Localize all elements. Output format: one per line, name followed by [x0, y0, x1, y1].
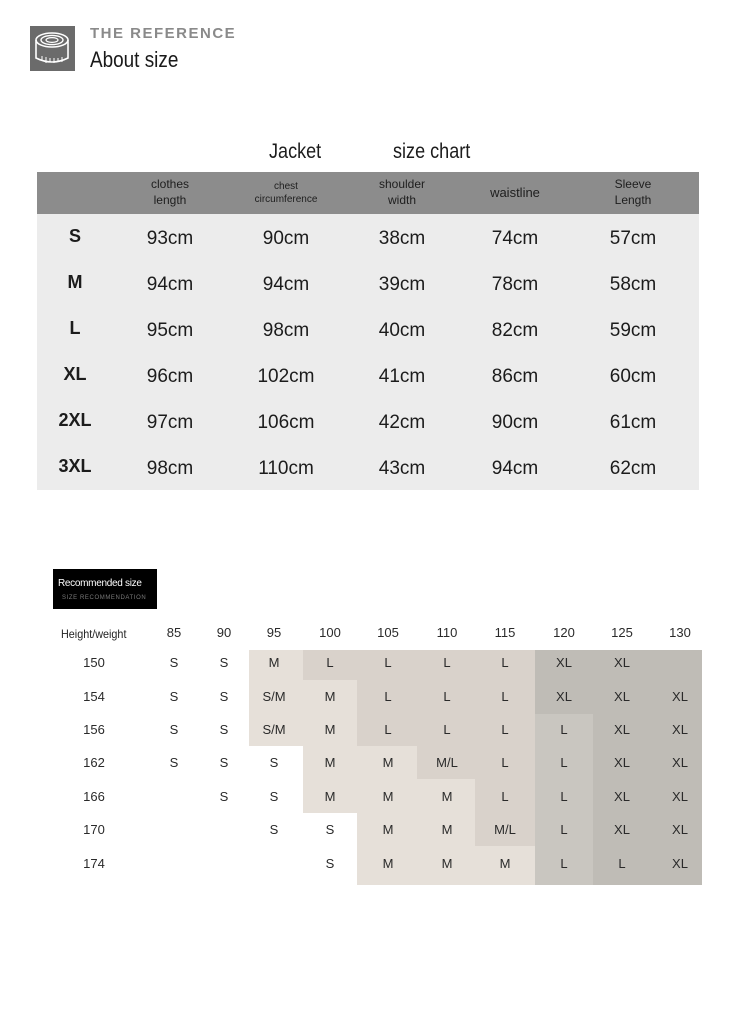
weight-header: 95: [266, 625, 282, 640]
size-cell: M: [324, 789, 336, 804]
column-header: [342, 172, 462, 214]
size-label: XL: [63, 364, 87, 384]
tape-measure-icon: [30, 26, 75, 71]
size-cell: M/L: [436, 755, 458, 770]
column-header: [110, 172, 230, 214]
height-label: 162: [83, 755, 105, 770]
page-title: About size: [90, 47, 179, 72]
table-cell: 90cm: [262, 228, 310, 249]
size-cell: L: [501, 689, 509, 704]
size-label: 3XL: [58, 456, 92, 476]
size-cell: XL: [672, 689, 688, 704]
size-cell: S: [169, 722, 179, 737]
table-cell: 106cm: [257, 412, 315, 433]
weight-header: 105: [377, 625, 399, 640]
height-label: 154: [83, 689, 105, 704]
table-cell: 94cm: [262, 274, 310, 295]
recommended-size-badge: [53, 569, 157, 609]
size-cell: L: [501, 755, 509, 770]
size-cell: S: [325, 856, 335, 871]
weight-header: 100: [319, 625, 341, 640]
table-cell: 110cm: [258, 458, 314, 479]
weight-header: 85: [166, 625, 182, 640]
height-label: 150: [83, 655, 105, 670]
size-cell: L: [384, 655, 392, 670]
weight-header: 130: [669, 625, 691, 640]
table-cell: 93cm: [146, 228, 194, 249]
size-label: M: [67, 272, 83, 292]
size-cell: S: [169, 689, 179, 704]
size-label: L: [69, 318, 81, 338]
chart-title-size-chart: size chart: [393, 140, 471, 163]
size-cell: S: [269, 789, 279, 804]
table-cell: 57cm: [609, 228, 657, 249]
size-label: 2XL: [58, 410, 92, 430]
weight-header: 110: [436, 625, 458, 640]
size-cell: M: [441, 789, 453, 804]
size-cell: M: [499, 856, 511, 871]
size-label: S: [68, 226, 81, 246]
table-cell: 59cm: [609, 320, 657, 341]
size-cell: M: [382, 822, 394, 837]
size-cell: S: [269, 755, 279, 770]
weight-header: 90: [216, 625, 232, 640]
badge-subtitle: SIZE RECOMMENDATION: [62, 595, 147, 601]
table-cell: 43cm: [378, 458, 426, 479]
column-header-line: Sleeve: [614, 177, 652, 192]
size-cell: M: [441, 856, 453, 871]
size-cell: M: [382, 856, 394, 871]
column-header-line: clothes: [150, 177, 190, 192]
height-label: 166: [83, 789, 105, 804]
table-cell: 86cm: [491, 366, 539, 387]
size-cell: XL: [556, 655, 572, 670]
badge-title: Recommended size: [58, 578, 142, 589]
table-cell: 102cm: [257, 366, 315, 387]
table-cell: 39cm: [378, 274, 426, 295]
column-header-line: shoulder: [378, 177, 426, 192]
size-cell: XL: [672, 755, 688, 770]
size-cell: L: [384, 689, 392, 704]
table-cell: 40cm: [378, 320, 426, 341]
size-cell: XL: [614, 755, 630, 770]
size-cell: XL: [672, 856, 688, 871]
size-cell: XL: [672, 822, 688, 837]
column-header: [455, 172, 575, 214]
size-cell: L: [326, 655, 334, 670]
size-cell: L: [560, 822, 568, 837]
size-cell: S/M: [262, 722, 286, 737]
size-table-header: [37, 172, 699, 214]
height-weight-label: Height/weight: [61, 627, 127, 641]
size-cell: L: [384, 722, 392, 737]
column-header-line: circumference: [254, 194, 318, 205]
table-cell: 94cm: [491, 458, 539, 479]
size-cell: L: [501, 722, 509, 737]
table-cell: 97cm: [146, 412, 194, 433]
table-cell: 58cm: [609, 274, 657, 295]
size-cell: M: [324, 689, 336, 704]
size-cell: L: [560, 755, 568, 770]
table-cell: 94cm: [146, 274, 194, 295]
chart-title-jacket: Jacket: [269, 140, 322, 163]
brand-label: THE REFERENCE: [90, 25, 237, 42]
size-cell: L: [560, 856, 568, 871]
size-cell: XL: [614, 722, 630, 737]
column-header-line: width: [387, 193, 416, 207]
size-cell: S: [269, 822, 279, 837]
size-cell: L: [618, 856, 626, 871]
table-cell: 38cm: [378, 228, 426, 249]
size-cell: L: [443, 655, 451, 670]
size-cell: XL: [614, 822, 630, 837]
size-cell: S: [219, 655, 229, 670]
column-header-line: length: [153, 193, 187, 207]
weight-header: 125: [611, 625, 633, 640]
size-cell: M: [441, 822, 453, 837]
size-cell: XL: [614, 689, 630, 704]
column-header: [226, 172, 346, 214]
size-table: [37, 172, 699, 490]
table-cell: 74cm: [491, 228, 539, 249]
size-cell: XL: [672, 722, 688, 737]
size-cell: M: [324, 755, 336, 770]
size-cell: L: [501, 789, 509, 804]
table-cell: 98cm: [146, 458, 194, 479]
size-cell: XL: [614, 655, 630, 670]
table-cell: 98cm: [262, 320, 310, 341]
size-cell: XL: [556, 689, 572, 704]
size-cell: L: [560, 789, 568, 804]
column-header-line: Length: [614, 193, 652, 207]
size-cell: S: [169, 755, 179, 770]
size-cell: L: [443, 722, 451, 737]
column-header-line: chest: [274, 181, 298, 192]
height-label: 156: [83, 722, 105, 737]
table-cell: 62cm: [609, 458, 657, 479]
size-cell: L: [560, 722, 568, 737]
table-cell: 82cm: [491, 320, 539, 341]
size-cell: M: [382, 789, 394, 804]
table-cell: 90cm: [491, 412, 539, 433]
size-cell: S: [219, 689, 229, 704]
weight-header: 120: [553, 625, 575, 640]
size-cell: XL: [672, 789, 688, 804]
weight-header: 115: [494, 625, 516, 640]
size-cell: S: [325, 822, 335, 837]
column-header-line: waistline: [490, 184, 540, 200]
table-cell: 78cm: [491, 274, 539, 295]
size-cell: M/L: [494, 822, 516, 837]
size-cell: S: [219, 789, 229, 804]
size-cell: M: [324, 722, 336, 737]
size-cell: S: [169, 655, 179, 670]
size-cell: L: [443, 689, 451, 704]
table-cell: 61cm: [609, 412, 657, 433]
table-cell: 42cm: [378, 412, 426, 433]
table-cell: 96cm: [146, 366, 194, 387]
table-cell: 41cm: [378, 366, 426, 387]
size-cell: M: [268, 655, 280, 670]
table-cell: 60cm: [609, 366, 657, 387]
size-cell: S/M: [262, 689, 286, 704]
size-cell: L: [501, 655, 509, 670]
height-label: 174: [83, 856, 105, 871]
height-label: 170: [83, 822, 105, 837]
size-cell: S: [219, 722, 229, 737]
size-cell: M: [382, 755, 394, 770]
size-cell: S: [219, 755, 229, 770]
size-cell: XL: [614, 789, 630, 804]
table-cell: 95cm: [146, 320, 194, 341]
column-header: [573, 172, 693, 214]
